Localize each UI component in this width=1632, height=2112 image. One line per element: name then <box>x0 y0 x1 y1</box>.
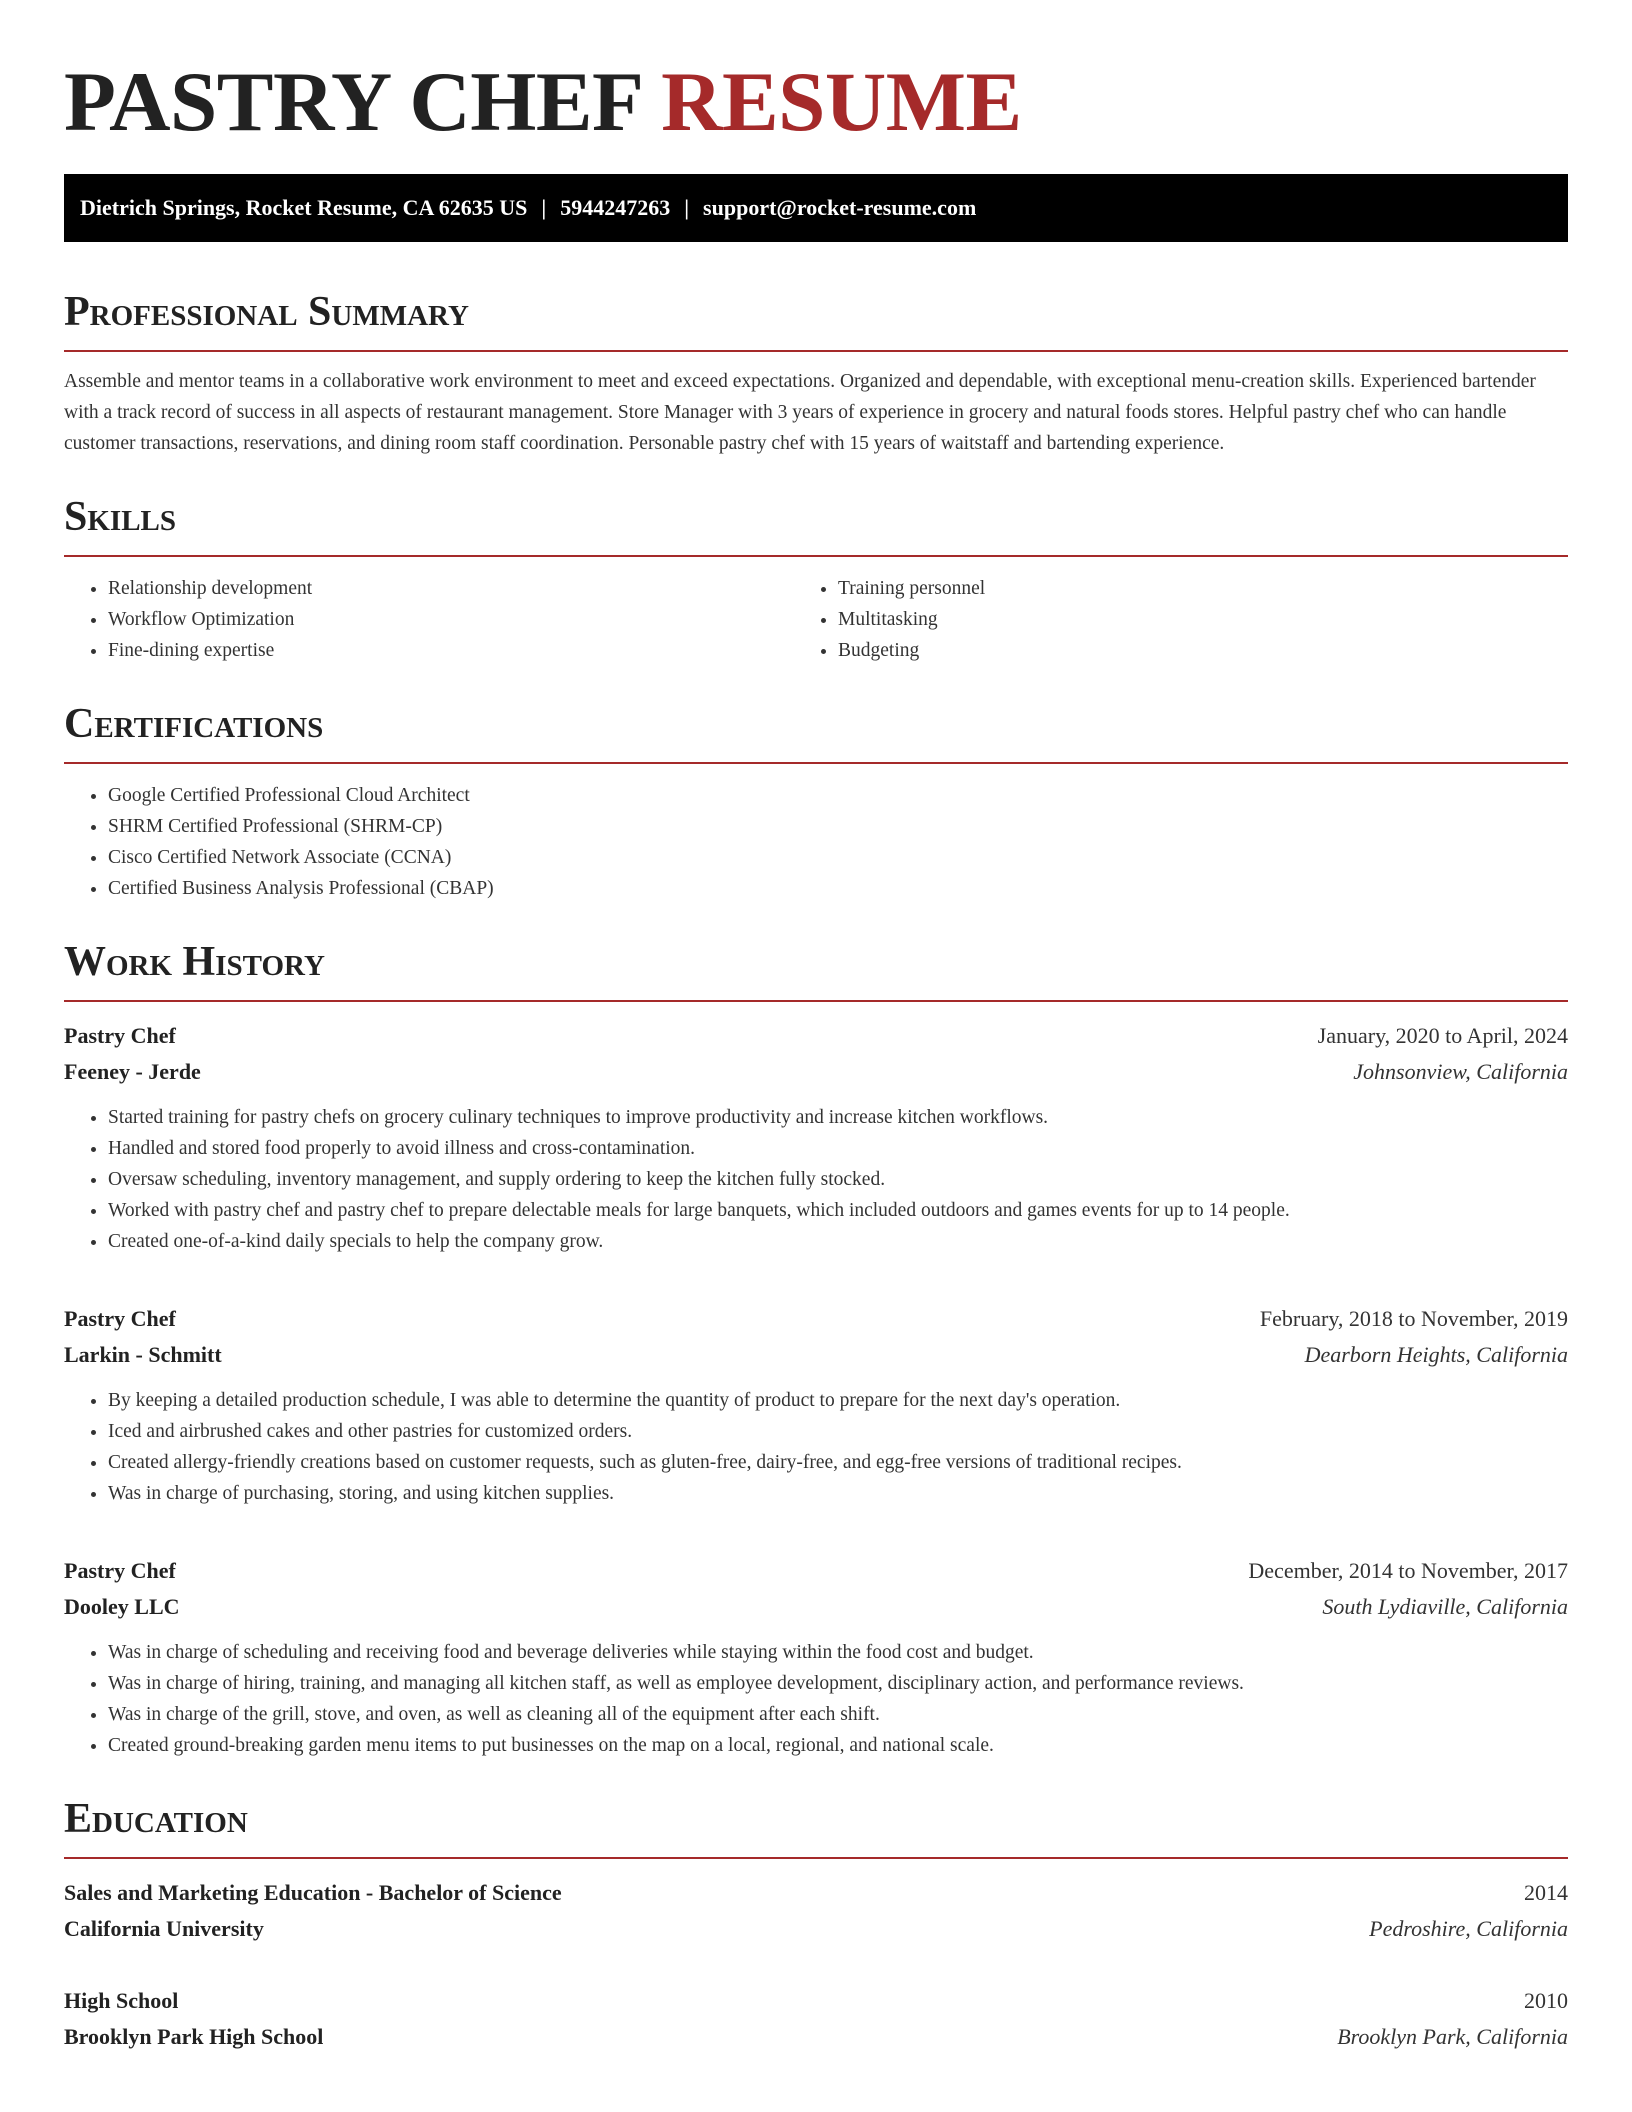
job-location: Johnsonview, California <box>1353 1059 1568 1084</box>
work-history-section <box>64 936 1568 1761</box>
education-entry <box>64 1875 1568 1947</box>
job-duty: • Was in charge of purchasing, storing, and using kitchen supplies. <box>108 1478 1568 1509</box>
job-header-row <box>64 1301 1568 1337</box>
contact-email[interactable]: support@rocket-resume.com <box>703 195 977 220</box>
job-duty: • Worked with pastry chef and pastry chef to prepare delectable meals for large banquets, which included outdoors and games events for up to 14 people. <box>108 1195 1568 1226</box>
job-company-row <box>64 1337 1568 1373</box>
job-dates: December, 2014 to November, 2017 <box>1248 1558 1568 1583</box>
education-location: Pedroshire, California <box>1369 1916 1568 1941</box>
job-duties <box>64 1385 1568 1509</box>
job-duty: • By keeping a detailed production schedule, I was able to determine the quantity of product to prepare for the next day's operation. <box>108 1385 1568 1416</box>
skills-column-2 <box>838 573 1568 666</box>
job-duty: • Handled and stored food properly to avoid illness and cross-contamination. <box>108 1133 1568 1164</box>
job-entry <box>64 1301 1568 1509</box>
job-location: Dearborn Heights, California <box>1304 1342 1568 1367</box>
job-duty: • Created one-of-a-kind daily specials to help the company grow. <box>108 1226 1568 1257</box>
skill-item: • Training personnel <box>838 573 1568 604</box>
job-entry <box>64 1018 1568 1257</box>
certification-item: • Google Certified Professional Cloud Architect <box>108 780 1568 811</box>
certification-item: • SHRM Certified Professional (SHRM-CP) <box>108 811 1568 842</box>
job-duty: • Iced and airbrushed cakes and other pastries for customized orders. <box>108 1416 1568 1447</box>
resume-title <box>64 0 1568 152</box>
job-title: Pastry Chef <box>64 1306 176 1331</box>
education-year: 2014 <box>1524 1880 1568 1905</box>
job-entry <box>64 1553 1568 1761</box>
education-degree-row <box>64 1875 1568 1911</box>
job-duty: • Started training for pastry chefs on grocery culinary techniques to improve productivity and increase kitchen workflows. <box>108 1102 1568 1133</box>
certification-item: • Certified Business Analysis Professional (CBAP) <box>108 873 1568 904</box>
job-company-row <box>64 1054 1568 1090</box>
job-company: Dooley LLC <box>64 1594 180 1619</box>
job-title: Pastry Chef <box>64 1558 176 1583</box>
skills-column-1 <box>64 573 838 666</box>
education-location: Brooklyn Park, California <box>1337 2024 1568 2049</box>
education-degree: High School <box>64 1988 179 2013</box>
certification-item: • Cisco Certified Network Associate (CCNA) <box>108 842 1568 873</box>
certifications-heading: Certifications <box>64 698 1568 764</box>
education-section <box>64 1793 1568 2055</box>
title-main: PASTRY CHEF <box>64 55 641 149</box>
summary-section <box>64 286 1568 459</box>
skills-grid <box>64 557 1568 666</box>
education-year: 2010 <box>1524 1988 1568 2013</box>
education-entry <box>64 1983 1568 2055</box>
summary-text: Assemble and mentor teams in a collaborative work environment to meet and exceed expectations. Organized and dependable, with exceptional menu-creation skills. Experienced bartender with a track record of success in all aspects of restaurant management. Store Manager with 3 years of experience in grocery and natural foods stores. Helpful pastry chef who can handle customer transactions, reservations, and dining room staff coordination. Personable pastry chef with 15 years of waitstaff and bartending experience. <box>64 371 1536 454</box>
job-header-row <box>64 1553 1568 1589</box>
job-dates: January, 2020 to April, 2024 <box>1317 1023 1568 1048</box>
job-dates: February, 2018 to November, 2019 <box>1259 1306 1568 1331</box>
certifications-section <box>64 698 1568 904</box>
education-degree-row <box>64 1983 1568 2019</box>
skill-item: • Relationship development <box>108 573 838 604</box>
skill-item: • Workflow Optimization <box>108 604 838 635</box>
contact-separator: | <box>684 195 690 220</box>
education-degree: Sales and Marketing Education - Bachelor of Science <box>64 1880 562 1905</box>
job-duties <box>64 1102 1568 1257</box>
contact-bar <box>64 174 1568 242</box>
job-duty: • Was in charge of the grill, stove, and oven, as well as cleaning all of the equipment after each shift. <box>108 1699 1568 1730</box>
contact-phone: 5944247263 <box>560 195 671 220</box>
job-duty: • Oversaw scheduling, inventory management, and supply ordering to keep the kitchen fully stocked. <box>108 1164 1568 1195</box>
skill-item: • Fine-dining expertise <box>108 635 838 666</box>
education-school-row <box>64 1911 1568 1947</box>
job-location: South Lydiaville, California <box>1322 1594 1568 1619</box>
work-history-heading: Work History <box>64 936 1568 1002</box>
job-company-row <box>64 1589 1568 1625</box>
education-heading: Education <box>64 1793 1568 1859</box>
job-duty: • Was in charge of hiring, training, and managing all kitchen staff, as well as employee development, disciplinary action, and performance reviews. <box>108 1668 1568 1699</box>
contact-separator: | <box>541 195 547 220</box>
summary-heading: Professional Summary <box>64 286 1568 352</box>
education-school: California University <box>64 1916 264 1941</box>
skill-item: • Budgeting <box>838 635 1568 666</box>
job-company: Larkin - Schmitt <box>64 1342 222 1367</box>
job-title: Pastry Chef <box>64 1023 176 1048</box>
job-header-row <box>64 1018 1568 1054</box>
skills-heading: Skills <box>64 491 1568 557</box>
education-school-row <box>64 2019 1568 2055</box>
education-school: Brooklyn Park High School <box>64 2024 324 2049</box>
job-company: Feeney - Jerde <box>64 1059 201 1084</box>
title-accent: RESUME <box>661 55 1022 149</box>
job-duties <box>64 1637 1568 1761</box>
resume-page <box>64 0 1568 2055</box>
job-duty: • Was in charge of scheduling and receiving food and beverage deliveries while staying within the food cost and budget. <box>108 1637 1568 1668</box>
certifications-list <box>64 780 1568 904</box>
contact-address: Dietrich Springs, Rocket Resume, CA 62635 US <box>80 195 528 220</box>
skills-section <box>64 491 1568 666</box>
job-duty: • Created ground-breaking garden menu items to put businesses on the map on a local, regional, and national scale. <box>108 1730 1568 1761</box>
skill-item: • Multitasking <box>838 604 1568 635</box>
job-duty: • Created allergy-friendly creations based on customer requests, such as gluten-free, dairy-free, and egg-free versions of traditional recipes. <box>108 1447 1568 1478</box>
